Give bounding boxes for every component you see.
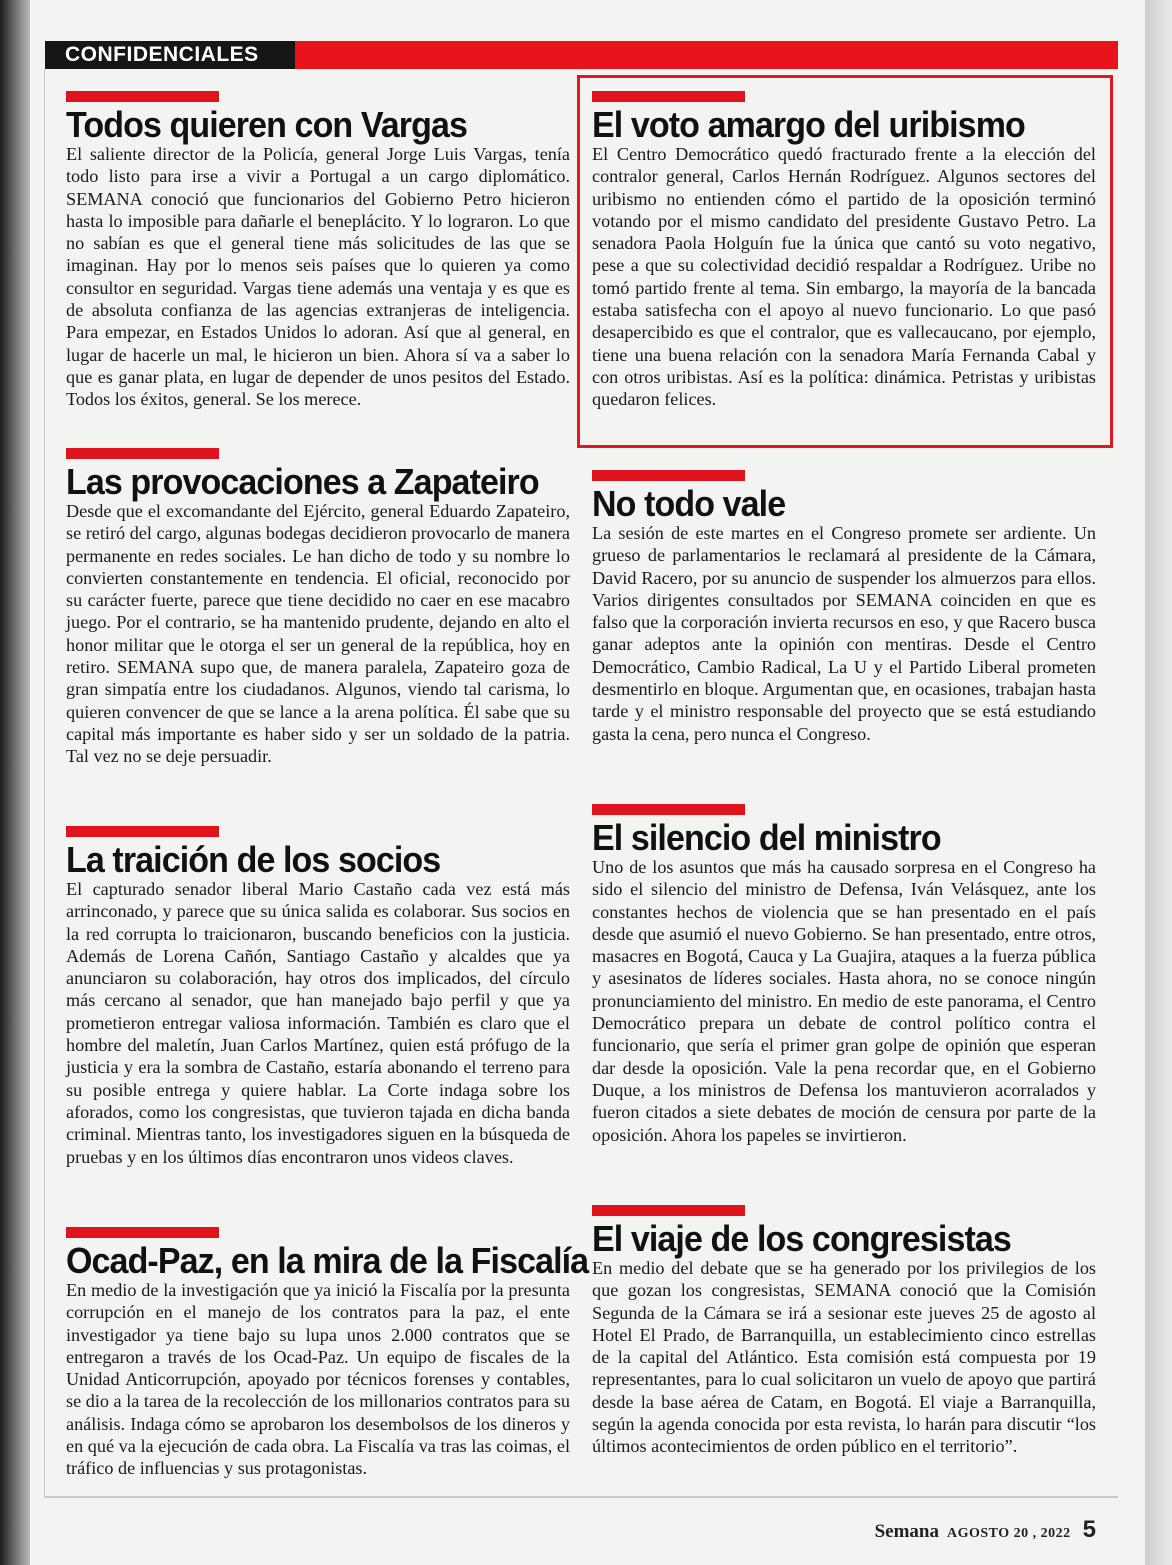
article-title: El silencio del ministro [592, 818, 941, 859]
article-el-silencio-del-ministro [592, 804, 1096, 1146]
article-body: En medio del debate que se ha generado por los privilegios de los que gozan los congresistas, SEMANA conoció que la Comisión Segunda de la Cámara se irá a sesionar este jueves 25 de agosto al Hotel El Prado, de Barranquilla, un establecimiento cinco estrellas de la capital del Atlántico. Esta comisión está compuesta por 19 representantes, para lo cual solicitaron un vuelo de apoyo que partirá desde la base aérea de Catam, en Bogotá. El viaje a Barranquilla, según la agenda conocida por esta revista, lo harán para discutir “los últimos acontecimientos de orden público en el territorio”. [592, 1258, 1096, 1457]
article-title: Las provocaciones a Zapateiro [66, 462, 539, 503]
red-accent-rule [592, 470, 745, 481]
page-edge-shadow [0, 0, 34, 1565]
issue-date: AGOSTO 20 , 2022 [946, 1526, 1071, 1541]
article-la-traicion-de-los-socios [66, 826, 570, 1168]
article-body: Uno de los asuntos que más ha causado sorpresa en el Congreso ha sido el silencio del ministro de Defensa, Iván Velásquez, ante los constantes hechos de violencia que se han presentado en el país desde que asumió el nuevo Gobierno. Se han presentado, entre otros, masacres en Bogotá, Cauca y La Guajira, ataques a la fuerza pública y asesinatos de líderes sociales. Hasta ahora, no se conoce ningún pronunciamiento del ministro. En medio de este panorama, el Centro Democrático prepara un debate de control político contra el funcionario, que sería el primer gran golpe de opinión que esperan dar desde la oposición. Vale la pena recordar que, en el Gobierno Duque, a los ministros de Defensa los mantuvieron acorralados y fueron citados a siete debates de moción de censura por parte de la oposición. Ahora los papeles se invirtieron. [592, 857, 1096, 1145]
article-body: Desde que el excomandante del Ejército, general Eduardo Zapateiro, se retiró del cargo, algunas bodegas decidieron provocarlo de manera permanente en redes sociales. Le han dicho de todo y su nombre lo convierten constantemente en tendencia. El oficial, reconocido por su carácter fuerte, parece que tiene decidido no caer en ese macabro juego. Por el contrario, se ha mantenido prudente, dejando en alto el honor militar que le otorga el ser un general de la república, hoy en retiro. SEMANA supo que, de manera paralela, Zapateiro goza de gran simpatía entre los ciudadanos. Algunos, viendo tal carisma, lo quieren convencer de que se lance a la arena política. Él sabe que su capital más importante es haber sido y ser un soldado de la patria. Tal vez no se deje persuadir. [66, 501, 570, 767]
article-body: En medio de la investigación que ya inició la Fiscalía por la presunta corrupción en el manejo de los contratos para la paz, el ente investigador ya tiene bajo su lupa unos 2.000 contratos que se entregaron a través de los Ocad-Paz. Un equipo de fiscales de la Unidad Anticorrupción, apoyado por técnicos forenses y contables, se dio a la tarea de la recolección de los millonarios contratos para su análisis. Indaga cómo se aprobaron los desembolsos de los dineros y en qué va la ejecución de cada obra. La Fiscalía va tras las coimas, el tráfico de influencias y sus protagonistas. [66, 1280, 570, 1479]
article-title: La traición de los socios [66, 840, 441, 881]
article-body: El saliente director de la Policía, general Jorge Luis Vargas, tenía todo listo para irse a vivir a Portugal a un cargo diplomático. SEMANA conoció que funcionarios del Gobierno Petro hicieron hasta lo imposible para dañarle el beneplácito. Y lo lograron. Lo que no sabían es que el general tiene más solicitudes de las que se imaginan. Hay por lo menos seis países que lo quieren ya como consultor en seguridad. Vargas tiene además una ventaja y es que es de absoluta confianza de las agencias extranjeras de inteligencia. Para empezar, en Estados Unidos lo adoran. Así que al general, en lugar de hacerle un mal, le hicieron un bien. Ahora sí va a saber lo que es ganar plata, en lugar de depender de unos pesitos del Estado. Todos los éxitos, general. Se los merece. [66, 144, 570, 410]
article-no-todo-vale [592, 470, 1096, 745]
red-accent-rule [66, 826, 219, 837]
article-el-viaje-de-los-congresistas [592, 1205, 1096, 1458]
red-accent-rule [66, 448, 219, 459]
article-ocad-paz [66, 1227, 589, 1480]
article-el-voto-amargo [592, 91, 1096, 411]
page-rim [1145, 0, 1172, 1565]
footer-divider [45, 1496, 1118, 1498]
section-label: CONFIDENCIALES [45, 41, 295, 69]
red-accent-rule [592, 91, 745, 102]
article-title: El viaje de los congresistas [592, 1219, 1011, 1260]
article-body: La sesión de este martes en el Congreso promete ser ardiente. Un grueso de parlamentarios le reclamará al presidente de la Cámara, David Racero, por su anuncio de suspender los almuerzos para ellos. Varios dirigentes consultados por SEMANA coinciden en que es falso que la corporación invierta recursos en eso, y que Racero busca ganar adeptos ante la opinión con mentiras. Desde el Centro Democrático, Cambio Radical, La U y el Partido Liberal prometen desmentirlo en bloque. Argumentan que, en ocasiones, trabajan hasta tarde y el ministro responsable del proyecto que se está estudiando gasta la cena, pero nunca el Congreso. [592, 523, 1096, 744]
red-accent-rule [592, 1205, 745, 1216]
red-accent-rule [66, 1227, 219, 1238]
article-body: El Centro Democrático quedó fracturado frente a la elección del contralor general, Carlos Hernán Rodríguez. Algunos sectores del uribismo no entienden cómo el partido de la oposición terminó votando por el mismo candidato del presidente Gustavo Petro. La senadora Paola Holguín fue la única que cantó su voto negativo, pese a que su colectividad decidió respaldar a Rodríguez. Uribe no tomó partido frente al tema. Sin embargo, la mayoría de la bancada estaba satisfecha con el apoyo al nuevo funcionario. Lo que pasó desapercibido es que el contralor, que es vallecaucano, por ejemplo, tiene una buena relación con la senadora María Fernanda Cabal y con otros uribistas. Así es la política: dinámica. Petristas y uribistas quedaron felices. [592, 144, 1096, 410]
magazine-name: Semana [874, 1521, 939, 1542]
article-body: El capturado senador liberal Mario Castaño cada vez está más arrinconado, y parece que su única salida es colaborar. Sus socios en la red corrupta lo traicionaron, buscando beneficios con la justicia. Además de Lorena Cañón, Santiago Castaño y alcaldes que ya anunciaron su colaboración, hay otros dos implicados, del círculo más cercano al senador, que han manejado bajo perfil y que ya prometieron entregar valiosa información. También es claro que el hombre del maletín, Juan Carlos Martínez, quien está prófugo de la justicia y era la sombra de Castaño, estaría abonando el terreno para su posible entrega y quiere hablar. La Corte indaga sobre los aforados, como los congresistas, que tuvieron tajada en dicha banda criminal. Mientras tanto, los investigadores siguen en la búsqueda de pruebas y en los últimos días encontraron unos videos claves. [66, 879, 570, 1167]
page-number: 5 [1082, 1516, 1096, 1543]
article-todos-quieren-con-vargas [66, 91, 570, 411]
article-title: Todos quieren con Vargas [66, 105, 467, 146]
article-title: No todo vale [592, 484, 786, 525]
red-accent-rule [592, 804, 745, 815]
red-accent-rule [66, 91, 219, 102]
article-las-provocaciones-a-zapateiro [66, 448, 570, 768]
page-footer [875, 1516, 1096, 1544]
article-title: Ocad-Paz, en la mira de la Fiscalía [66, 1241, 589, 1282]
left-column-border [44, 69, 45, 1497]
article-title: El voto amargo del uribismo [592, 105, 1025, 146]
